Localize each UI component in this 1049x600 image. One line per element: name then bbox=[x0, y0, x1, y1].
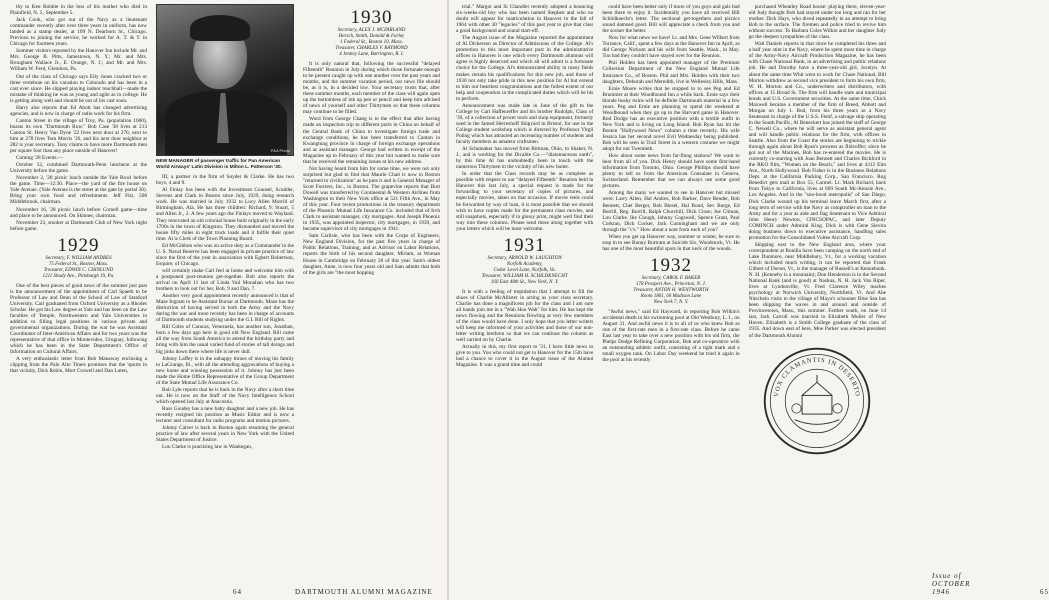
paragraph: Actually in this, my first report to '31, I have little news to give to you. You who could not get to Hanover for the 15th have had a chance to cover it in the August issue of the Alumni Magazine. It was a grand time and could bbox=[456, 344, 594, 369]
paragraph: It is only natural that, following the successful "delayed Fifteenth" Reunion in July during which those fortunate enough to be present caught up with one another over the past years and months, and the summer vacation period, our news file should be, as it is, in a decided low. Your secretary trusts that, after these summer months, each member of the class will again open up the bottomless of ink up pen or pencil and keep him advised of news of yourself and other Thirtymen so that these columns may continue to be filled. bbox=[303, 61, 440, 116]
paragraph: Summer visitors reported by the Hanover Inn include Mr. and Mrs. George B. Pitts, Jamestown, N. Y.; Mr. and Mrs. Brougham Wallace Jr., E. Orange, N. J.; and Mr. and Mrs. William W. Ferd, Glendora, Pa. bbox=[10, 48, 147, 73]
class-1929-heading bbox=[10, 236, 147, 280]
treasurer-address: Room 1801, 60 Madison Lane bbox=[640, 293, 702, 299]
paragraph: When you get up Hanover way, summer or winter, be sure to stop in to see Bunny Burtram at Suicide Six, Woodstock, Vt. He has one of the most beautiful spots in that neck of the woods. bbox=[602, 233, 740, 252]
photo-credit: P&A Photo bbox=[270, 147, 290, 153]
left-page bbox=[0, 0, 448, 600]
paragraph: Skipping east to the New England area, where your correspondent at Bonilla have been camping on the north end of Lake Dunmore, near Middlebury, Vt., for a working vacation which included much writing, it can be reported that Frank Gilbert of Dorset, Vt., is the manager of Russell's at Kennebunk. N. H. (Kenneby is a mountain); Don Henderson is in the Second National Bank (and is good) at Nashua, N. H. Jack Van Riper, lives at Lyndonville, Vt. Fred Clarence Wiley teaches psychology at Norwich University, Northfield, Vt. And Abe Nitschein visits to the village of Mayo's schooner Blue Sea has been shipping the waves in and around and outside of Provincetown, Mass., this summer. Farther south, on June 14 last, Jack Carroll was married to Elizabeth Muller of New Haven. Elizabeth is a Smith College graduate of the class of 1935. And down east of here, Moe Parker was elected president of the Dartmouth Alumni bbox=[748, 241, 886, 339]
secretary-address: 75 Federal St., Boston, Mass. bbox=[48, 261, 109, 267]
right-column-1 bbox=[456, 4, 593, 574]
left-column-1 bbox=[10, 4, 147, 574]
treasurer-address: 1211 Shady Ave., Pittsburgh 19, Pa. bbox=[42, 273, 115, 279]
paragraph: Russ Goudey has a new baby daughter and a new job. He has recently resigned his position as Music Editor and is now a lecturer and consultant for radio programs and motion pictures. bbox=[156, 405, 294, 425]
class-1929-notes-continued bbox=[156, 174, 294, 450]
treasurer-line: Treasurer, CHARLES V. RAYMOND bbox=[335, 46, 408, 51]
paragraph: Jack Cook, who got out of the Navy as a lieutenant commander recently after over three years in uniform, has now landed as a stamp dealer, at 109 N. Dearborn St., Chicago. Previous to joining the service, he worked for A. T. & T. in Chicago for fourteen years. bbox=[10, 17, 147, 48]
paragraph: Johnny Calver is back in Boston again resuming the general practice of law after several years in New York with the United States Department of Justice. bbox=[156, 425, 294, 444]
treasurer-address: 160 East 48th St., New York, N. Y. bbox=[490, 279, 559, 285]
paragraph: Now for what news we have! Lt. and Mrs. Gene Wilbert from Torrance, Calif., spent a few days at the Hanover Inn in April, as did George Nickum and his wife from Seattle, Wash., in May. Too bad they couldn't have stayed over for the Reunion. bbox=[602, 35, 740, 60]
paragraph: Al Schumaker has moved from Rittman, Ohio, to Shaker, N. J., and is working for the Dicalite Co.—"diatomaceous earth", by this time Al has undoubtedly been in touch with the numerous Thirtymen in the vicinity of his new home. bbox=[456, 146, 594, 171]
class-1930-notes-continued bbox=[456, 4, 593, 232]
class-1930-heading bbox=[303, 8, 440, 58]
treasurer-line: Treasurer, EDWIN C. CHINLUND bbox=[43, 267, 114, 273]
paragraph: thy to Ken Robbie in the loss of his mother who died in Plainfield, N. J., September 5. bbox=[10, 4, 147, 17]
paragraph: could have been better only if more of you guys and gals had been there to enjoy it. Incidentally you have all received Bill Schildknecht's letter. The sectional get-togethers and picnics sound damned good. Bill will appreciate a check from you and the sooner the better. bbox=[602, 4, 740, 35]
portrait-photo bbox=[156, 4, 294, 156]
paragraph: Another very good appointment recently announced is that of Maze Ingram to be Assistant Bursar at Dartmouth. Maze has the distinction of having served in both the Army and the Navy during the war and more recently has been in charge of accounts of Dartmouth students studying under the G.I. Bill of Rights. bbox=[156, 293, 294, 324]
paragraph: Lou Clarke is practising law in Waukegan, bbox=[162, 444, 253, 451]
paragraph: Bob Lyle reports that he is back in the Navy after a short time out. He is now on the Staff of the Navy Intelligence School which opened last July at Anacostia. bbox=[156, 386, 294, 405]
dartmouth-seal-icon bbox=[761, 345, 873, 457]
secretary-line: Secretary, ALEX J. MCFARLAND bbox=[337, 28, 406, 33]
paragraph: Announcement was made late in June of the gift to the College by Carl Haffenreffer and his brother Rudolph, Class of '39, of a collection of power tools and shop equipment, formerly used in the famed Herreshoff Shipyard in Bristol, for use in the College student workshop which is directed by Professor Virgil Poling which has attracted an increasing number of students and faculty members as amateur craftsmen. bbox=[456, 102, 594, 146]
class-1932-heading bbox=[602, 256, 739, 306]
right-column-2 bbox=[602, 4, 739, 574]
paragraph: November 2, '28 picnic lunch outside the Yale Bowl before the game. Time—12:30. Place—the yard of the fire house on Yale Avenue. (Yale Avenue is the street at the gate by portal 30). Bring your own food and refreshments. Jeff Fitz, 508 Middlebrook, chairman. bbox=[10, 175, 147, 206]
paragraph: A very enthusiastic letter from Bob Manaway enclosing a clipping from the Palo Alto Times promises that the 'sports in that vicinity, Dick Robin, Mort Crowell and Dan Luten, bbox=[10, 356, 147, 375]
secretary-line: Secretary, F. WILLIAM ANDRES bbox=[45, 255, 112, 261]
secretary-line: Secretary, CAROL F. BAKER bbox=[641, 275, 701, 281]
paragraph: Not having heard from him for some time, we were not only surprised but glad to find that Maurie Chait is now in Boston "returned to civilization" as he puts it and is General Manager of Scott Furriers, Inc., in Boston. The grapevine reports that Burt Dowell was transferred by Continental & Western Airlines from Washington to their New York office at 521 Fifth Ave., in May of this year. Four recent promotions in the treasury department of the Phoenix Mutual Life Insurance Co. included that of Irvh Clark to assistant manager, city mortgages. And Joseph Phoenix in 1935, was appointed inspector, city mortgages, in 1939, and became supervisor of city mortgages in 1941. bbox=[303, 165, 440, 233]
right-page bbox=[448, 0, 1049, 600]
photo-block bbox=[156, 4, 294, 170]
paragraph: Among the many we wanted to see in Hanover but missed were: Larry Allen, Hal Andres, Bob Barker, Dave Bender, Bob Bennett, Chet Berger, Bob Biesel, Hal Bond, Sev Burge, Ed Burrill, Reg. Burrill, Ralph Churchill, Dick Close; Joe Climan, Lou Clarke, Ike Clough, Johnny Cogswell, Spence Grant, Paul Corkran, Dick Cocker, Jack Cunningham and we are only through the "c's." How about a note from each of you? bbox=[602, 190, 740, 233]
class-1931-notes-continued bbox=[602, 4, 739, 252]
issue-line: Issue of OCTOBER 1946 bbox=[932, 572, 971, 596]
secretary-address: Hersch, Smith, Donald & Farley bbox=[338, 34, 405, 39]
paragraph: Sam Carlisle, who has been with the Corps of Engineers, New England Division, for the past five years in charge of Public Relations, Training, and as Advisor on Labor Relations, reports the birth of his second daughter, Miriam, at Woman House in Cambridge on February 26 of this year. Sam's oldest daughter, Anne, is now four years old and Sam admits that both of the girls are "the most hopping bbox=[303, 233, 440, 276]
paragraph: Walt Daniels reports in that since he completed his three and a half year stint in the Navy, where he spent most time in charge of the Army-Navy Aircraft Production Magazine, he has been with Chase National Bank, in an advertising and public relations job. He and Dorothy have a three-year-old girl, Jocelyn. At about the same time Whit went to work for Chase National, Bill Morton withdrew as second vice president to form his own firm, W. H. Morton and Co., underwriters and distributors, with offices at 15 Broad St. The firm will handle state and municipal bonds and U.S. Government securities. At the same time, Chick Maxwell became a member of the firm of Breed, Abbott and Morgan on July 1. Bud, from his three years as a Navy lieutenant in charge of the U.S.S. Femf, a salvage ship operating in the South Pacific, Al Beneckert has joined the staff of George C. Newell Co., where he will serve as assistant general agent and will handle public relations for the firm, with offices in Seattle. Also from the Coast the stories are beginning to trickle through again about Bob Ryan's prowess as flidcoffer; since he got out of the Marines, Bob has re-entered the movies. He is currently co-starring with Joan Bennett and Charles Bickford in the RKO film, "Women on the Beach," and lives at 4312 Elm Ave., North Hollywood. Bob Fisher is in the Business Relations Dept. at the California Packing Corp., San Francisco. Rog Benedict gets mail at Box 55, Carmel. Lt. Mark Richard, back from Tokyo to California, lives at 609 South Mc-Kenzie Ave., Los Angeles. And in the "son-hood metropolis" of San Diego, Dick Clarke wound up his terminal leave March first, after a long term of service with the Navy as comptroller on loan to the Army and for a year as aide and flag lieutenant to Vice Admiral John Henry Newton, CINCSOPAC, and later Deputy COMINCH under Admiral King. Dick is with Gene Sievira doing business down to executive assistance, handling sales promotion for the Consolidated Vultee Aircraft Corp. bbox=[748, 41, 886, 241]
paragraph: Harry also reports that Ed Abott has changed advertising agencies, and is now in charge of radio work for his firm. bbox=[10, 104, 147, 117]
treasurer-address-2: New York 7, N. Y. bbox=[653, 299, 689, 305]
paragraph: It is with a feeling of trepidation that I attempt to fill the shoes of Charlie McAllister in acting as your class secretary. Charlie has done a magnificent job for the class and I am sure all hands join me in a "Wah Hoo Wah" for him. He has kept the news flowing and the Reunions Bowling at very few members of the class would have done. I only hope that you letter writers will keep me informed of your activities and those of our non-letter writing brethren so that we can continue the column as well carried on by Charlie. bbox=[456, 288, 594, 344]
secretary-address: Norfolk Academy, bbox=[506, 261, 543, 267]
paragraph: Al Finlay has been with the Investment Counsel, Scudder, Stevens and Clark in Boston since July, 1929, doing research work. He was married in July 1932 to Lucy Allen Morrill of Birmingham, Ala. He has three children: Richard, 9; Stuart, 5 and Allen Jr., 2. A few years ago the Finlays moved to Wayland. They renovated an old colonial house built originally in the early 1700s in the town of Kingston. They dismantled and moved the house fifty miles in eight truck loads and it fulfils their quiet time. Al is Clerk of the Town Planning Board. bbox=[156, 187, 294, 242]
paragraph: How about some news from far-flung stations? We want to hear from all of you. Dick Henry should have some first-hand information from Toronto, Ohio. George Phillips should have plenty to tell us from the American Consulate in Geneva, Switzerland. Remember that we can always use some good pictures. bbox=[602, 153, 740, 190]
paragraph: Ed McGibbon who was on active duty as a Commander in the U. S. Naval Reserve has been engaged in private practice of law since the first of the year in association with Egbert Robertson, Esquire, of Chicago. bbox=[156, 242, 294, 267]
class-1931-heading bbox=[456, 236, 593, 286]
paragraph: Ernie Moore writes that he stopped in to see Peg and Ed Brummer at their Woodbound Inn a while back. Ernie says their blonde husky twins will be definite Dartmouth material in a few years. Peg and Ernie are planning to spend the weekend at Woodbound when they go up to the Harvard game in Hanover. Rod Dodge has an executive position with a textile outfit in New York and is living on Long Island. Bob Ryan has hit the Boston "Hollywood News" column a time recently. His wife Jessica has her second novel Evil Wednesday being published. Bob will be seen in Trail Street in a western costume we might adopt for our Twentieth. bbox=[602, 85, 740, 153]
paragraph: Johnny Laffey is in the unhappy throes of moving his family to LaGrange, Ill., with all the attending aggravations of buying a new home and winning possession of it. Johnny has just been made the Home Office Representative of the Group Department of the State Mutual Life Assurance Co. bbox=[156, 355, 294, 386]
paragraph: "Awful news," said Ed Hayward, in reporting Bob Wilkin's accidental death in his swimming pool at Old Westbury, L. I., on August 31. And awful news it is to all of us who knew Bob as one of the first-rate men in a first-rate class. Before he came East last year to take over a new position with his old firm, the Phelps Dodge Refining Corporation, Bob and co-operative with an outstanding athletic outfit, consisting of a tight mark and a small oxygen tank. On Labor Day weekend he tried it again in the pool at his recently bbox=[602, 308, 740, 364]
class-1931-notes bbox=[456, 289, 593, 369]
page-number-left: 64 bbox=[233, 588, 242, 596]
left-column-2 bbox=[156, 4, 294, 574]
paragraph: will certainly make Carl feel at home and welcome him with a postponed post-reunion get-together. Bob also reports the arrival on April 11 last of Linda Vail Monahan who has two brothers to look out for her, Bob, 9 and Dan, 7. bbox=[156, 267, 294, 293]
class-1929-notes bbox=[10, 283, 147, 375]
paragraph: October 12, combined Dartmouth-Penn luncheon at the University before the game. bbox=[10, 162, 147, 175]
secretary-line: Secretary, ARNOLD W. LAUGHTON bbox=[487, 255, 562, 261]
page-number-right: 65 bbox=[1040, 588, 1049, 596]
secretary-address-2: 1 Federal St., Boston 10, Mass. bbox=[340, 40, 403, 45]
class-year: 1929 bbox=[57, 234, 100, 256]
class-1928-notes bbox=[10, 4, 147, 232]
paragraph: purchased Wheatley Road house: playing there, eleven-year-old Judy thought Bob had stayed under too long and ran for her mother. Dick Hays, who dived repeatedly in an attempt to bring Bob to the surface. The firemen and police tried to revive him without success. To Barbara Coles Wilkin and her daughter Judy go the deepest sympathies of the class. bbox=[748, 4, 886, 41]
treasurer-address: 4 Jenney Lane, Barrington, R. I. bbox=[339, 52, 404, 57]
paragraph: trial." Margot and Si Chandler recently adopted a bouncing six-weeks-old boy who has been named Stephen and who no doubt will appear for matriculation in Hanover in the fall of 1964 with other 30 "legacies" of this past year to give that class a good background and sound start-off. bbox=[456, 4, 594, 35]
paragraph: The August issue of the Magazine reported the appointment of Al Dickerson as Director of Admissions of the College. Al's promotion to this most important post in the administrative offices in Hanover is one which every Dartmouth alumnus will agree is highly deserved and which all will admit is a fortunate choice for the College. Al's demonstrated ability in many fields makes certain his qualifications for this new job, and those of 1930 not only take pride in this new position for Al but extend to him our heartiest congratulations and the fullest extent of our help and cooperation in the complicated duties which will be his to perform. bbox=[456, 35, 594, 102]
paragraph: Canton Street in the village of Troy, Pa. (population 1600), boasts its own "Dartmouth Row." Bob Case '38 lives at 213 Canton St. Henry Van Dyne '22 lives next door at 276; next to him at 278 lives Tom Morris '26, and his next door neighbor at 282 is your secretary. Tony claims to have more Dartmouth men per square foot than any place outside of Hanover! bbox=[10, 117, 147, 155]
paragraph: Phil Holden has been appointed manager of the Premium Collection Department of the New England Mutual Life Insurance Co., of Boston. Phil and Mrs. Holden with their two daughters, Deborah and Meredith, live in Wellesley Hills, Mass. bbox=[602, 60, 740, 85]
secretary-address-2: Cedar Level Lane, Norfolk, Va. bbox=[493, 267, 556, 273]
left-column-3 bbox=[303, 4, 440, 574]
paragraph: One of the best pieces of good news of the summer just past is the announcement of the appointment of Carl Spaeth to be Professor of Law and Dean of the School of Law of Stanford University. Carl graduated from Oxford University as a Rhodes Scholar. He got his Law degree at Yale and has been on the Law faculties of Temple, Northwestern and Yale Universities in addition to filling legal positions in various private and governmental organizations. During the war he was Assistant Coordinator of Inter-American Affairs and for two years was the representative of that office in Montevideo, Uruguay, following which he has been in the State Department's Office of Information on Cultural Affairs. bbox=[10, 282, 147, 356]
class-1932-notes-continued bbox=[749, 4, 886, 339]
seal-motto: VOX CLAMANTIS IN DESERTO bbox=[773, 356, 862, 398]
paragraph: Out of the class of Chicago says Elly Jones cracked two or three vertebrae on his vacation to Colorado and has been in a cast ever since. He slipped playing indoor touchball—made the mistake of thinking he was as young and agile as in college. He is getting along well and should be out of his cast soon. bbox=[10, 73, 147, 104]
paragraph: Word from George Chang is to the effect that after having made an inspection trip to different ports in China on behalf of the Central Bank of China to investigate foreign trade and exchange conditions, he has been transferred to Canton in Kwangtung province in charge of foreign exchange operations and as assistant manager. George had written in receipt of the Magazine up to February of this year but wanted to make sure that he received the remaining issues at his new address. bbox=[303, 116, 440, 165]
treasurer-line: Treasurer, WILLIAM H. SCHILDKNECHT bbox=[481, 273, 568, 279]
paragraph: November 16, '28 picnic lunch before Cornell game—time and place to be announced. On Skinner, chairman. bbox=[10, 206, 147, 219]
magazine-title: DARTMOUTH ALUMNI MAGAZINE bbox=[295, 588, 433, 596]
class-year: 1930 bbox=[350, 7, 393, 28]
paragraph: III, a partner in the firm of Snyder & Clarke. He has two boys, 4 and 9. bbox=[156, 174, 294, 187]
paragraph: November 23, smoker at Dartmouth Club of New York night before game. bbox=[10, 219, 147, 232]
class-year: 1932 bbox=[649, 254, 692, 276]
paragraph: Coming '28 Events:— bbox=[16, 155, 64, 162]
secretary-address: 178 Prospect Ave., Princeton, N. J. bbox=[635, 281, 706, 287]
right-column-3 bbox=[749, 4, 886, 574]
photo-caption: NEW MANAGER of passenger traffic for Pan American World Airways' Latin Division is Milton L. Patterson '30. bbox=[156, 159, 282, 170]
paragraph: In order that the Class records may be as complete as possible with respect to our "delayed Fifteenth" Reunion held in Hanover this last July, a special request is made for the forwarding to your secretary of copies of pictures, and especially movies, taken on that occasion. If movie reels could be forwarded by way of loan, it is most possible that we should wish to have copies made for the permanent class movies, and still snapshots, especially if in glossy print, might well find their way into these columns. Please send these along together with your letters which will be most welcome. bbox=[456, 171, 594, 232]
class-1930-notes bbox=[303, 61, 440, 276]
paragraph: Bill Coles of Caracas, Venezuela, has another son, Jonathan, born a few days ago here in good old New England. Bill came all the way from South America to attend the birthday party and bring with him the usual varied fund of stories of tall doings and big jinks down there where life is never dull. bbox=[156, 324, 294, 355]
class-1932-notes bbox=[602, 309, 739, 363]
treasurer-line: Treasurer, ANTON H. WENTWORTH bbox=[633, 287, 709, 293]
class-year: 1931 bbox=[503, 234, 546, 256]
